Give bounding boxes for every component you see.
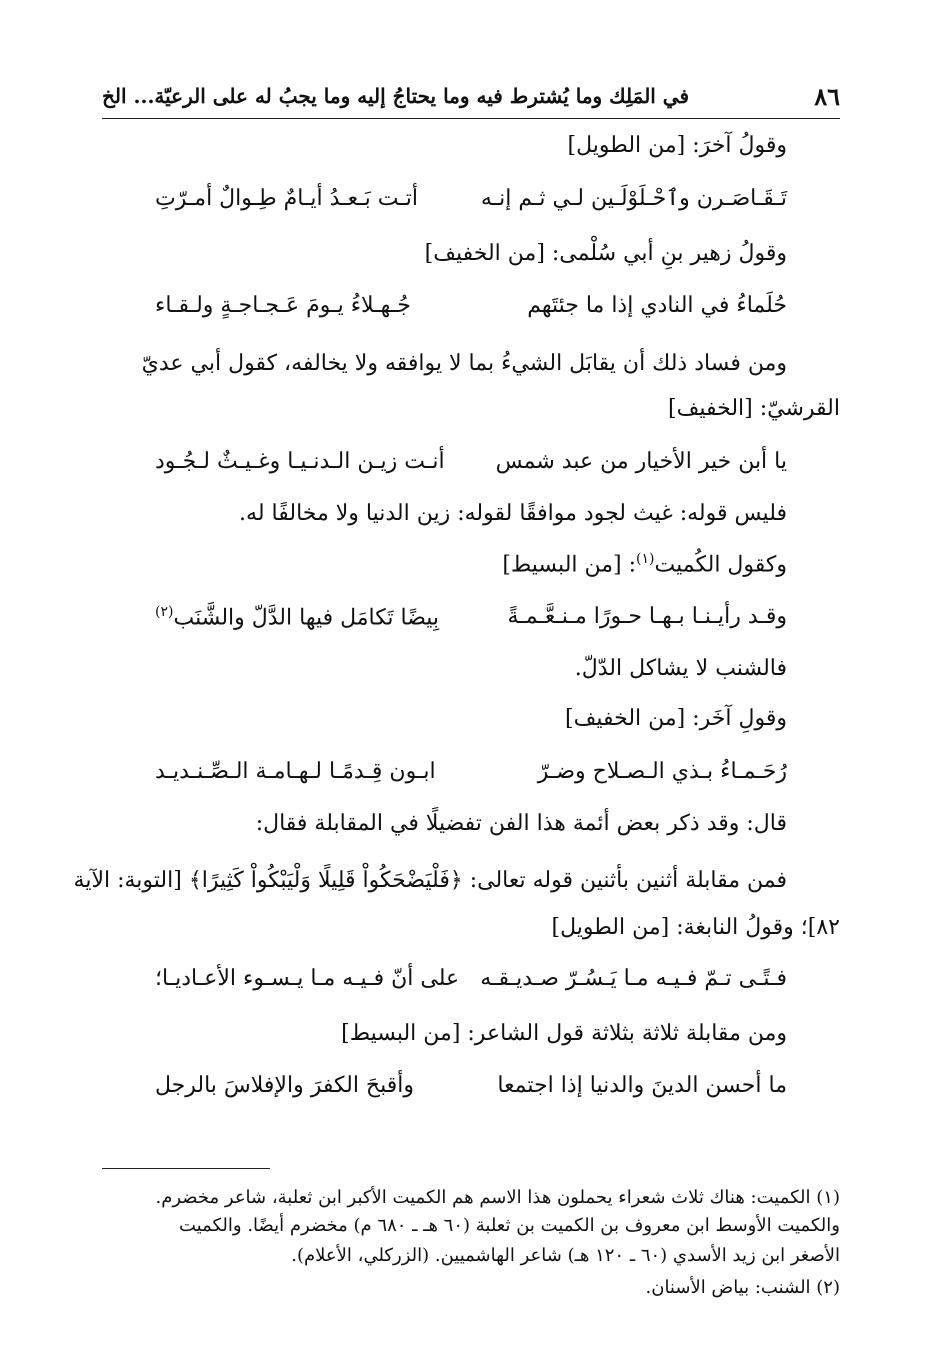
- verse-hemistich-first: ما أحسن الدينَ والدنيا إذا اجتمعا: [497, 1073, 787, 1098]
- paragraph-line: ومن مقابلة ثلاثة بثلاثة قول الشاعر: [من البسيط]: [341, 1021, 787, 1046]
- verse-hemistich-second: وأقبحَ الكفرَ والإفلاسَ بالرجل: [155, 1073, 415, 1098]
- verse-hemistich-second: جُـهـلاءُ يـومَ عَـجـاجـةٍ ولـقـاء: [155, 293, 411, 318]
- paragraph-line: ٨٢]؛ وقولُ النابغة: [من الطويل]: [551, 915, 840, 940]
- text-line: وكقول الكُميت$^{(١)}$: [من البسيط]: [502, 551, 787, 578]
- verse-hemistich-second: أتـت بَـعـدُ أيـامٌ طِـوالٌ أمـرّتِ: [155, 186, 419, 211]
- footnote-line: الأصغر ابن زيد الأسدي (٦٠ ـ ١٢٠ هـ) شاعر الهاشميين. (الزركلي، الأعلام).: [291, 1245, 840, 1266]
- paragraph-line: قال: وقد ذكر بعض أئمة هذا الفن تفضيلًا في المقابلة فقال:: [255, 811, 787, 836]
- verse-hemistich-first: رُحَـمـاءُ بـذي الـصـلاح وضـرّ: [537, 759, 787, 784]
- paragraph-line: فمن مقابلة أثنين بأثنين قوله تعالى: ﴿فَلْيَضْحَكُواْ قَلِيلًا وَلْيَبْكُواْ كَثِيرًا﴾ [التوبة: الآية: [73, 868, 787, 893]
- verse-hemistich-second: ابـون قِـدمًـا لـهـامـة الـصِّـنـديـد: [155, 759, 436, 784]
- text-line: وقولُ زهير بنِ أبي سُلْمى: [من الخفيف]: [424, 241, 787, 266]
- text-line: وقولِ آخَر: [من الخفيف]: [565, 706, 787, 731]
- paragraph-line: القرشيّ: [الخفيف]: [668, 396, 840, 421]
- verse-hemistich-first: تَـقَـاصَـرن وٱحْـلَوْلَـين لـي ثـم إنـه: [480, 186, 787, 211]
- verse-hemistich-first: وقـد رأيـنـا بـهـا حـورًا مـنـعَّـمـةً: [507, 604, 787, 629]
- paragraph-line: فليس قوله: غيث لجود موافقًا لقوله: زين الدنيا ولا مخالفًا له.: [239, 501, 787, 526]
- verse-hemistich-first: يا أبن خير الأخيار من عبد شمس: [495, 449, 787, 474]
- text-line: وقولُ آخرَ: [من الطويل]: [567, 133, 787, 158]
- paragraph-line: ومن فساد ذلك أن يقابَل الشيءُ بما لا يوافقه ولا يخالفه، كقول أبي عديّ: [141, 351, 787, 376]
- page-number: ٨٦: [814, 82, 840, 111]
- verse-hemistich-second: أنـت زيـن الـدنـيـا وغـيـثٌ لـجُـود: [155, 449, 445, 474]
- verse-hemistich-first: فـتًـى تـمّ فـيـه مـا يَـسُـرّ صـديـقـه: [480, 966, 787, 991]
- verse-hemistich-second: على أنّ فـيـه مـا يـسـوء الأعـاديـا؛: [155, 966, 460, 991]
- running-title: في المَلِك وما يُشترط فيه وما يحتاجُ إليه وما يجبُ له على الرعيّة... الخ: [102, 84, 690, 108]
- verse-hemistich-second: بِيضًا تَكامَل فيها الدَّلّ والشَّنَب$^{(٢)}$: [155, 604, 440, 631]
- footnote-line: والكميت الأوسط ابن معروف بن الكميت بن ثعلبة (٦٠ هـ ـ ٦٨٠ م) مخضرم أيضًا. والكميت: [178, 1215, 840, 1236]
- footnote-line: (٢) الشنب: بياض الأسنان.: [645, 1277, 840, 1298]
- paragraph-line: فالشنب لا يشاكل الدّلّ.: [574, 656, 787, 681]
- footnote-ref[interactable]: (٢): [155, 604, 174, 620]
- verse-hemistich-first: حُلَماءُ في النادي إذا ما جئتَهم: [527, 293, 787, 318]
- footnote-ref[interactable]: (١): [636, 551, 655, 567]
- footnote-separator: [102, 1168, 270, 1169]
- running-header: [102, 78, 840, 119]
- footnote-line: (١) الكميت: هناك ثلاث شعراء يحملون هذا الاسم هم الكميت الأكبر ابن ثعلبة، شاعر مخضرم.: [155, 1187, 840, 1208]
